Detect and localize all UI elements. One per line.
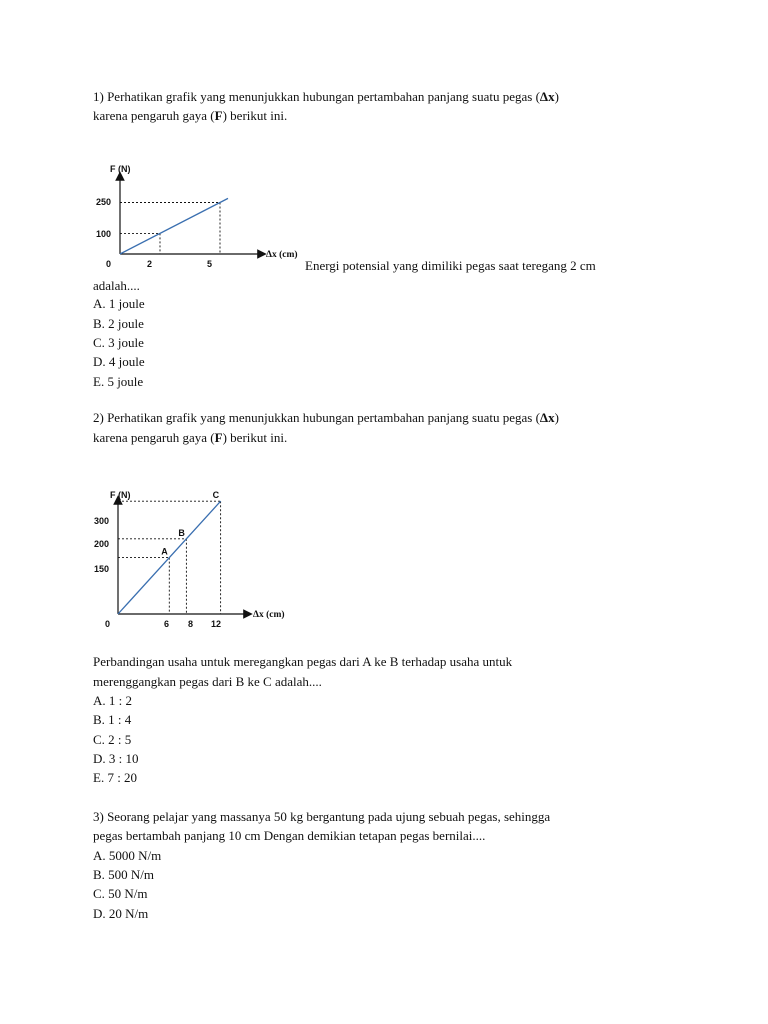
q1-y-tick-250: 250 bbox=[96, 197, 112, 207]
q2-x-axis-label: Δx (cm) bbox=[253, 610, 285, 620]
q2-y-tick-300: 300 bbox=[94, 516, 110, 526]
q2-stem-line1 bbox=[93, 410, 559, 426]
q1-x-axis-label: Δx (cm) bbox=[266, 250, 298, 260]
q3-option-b[interactable]: B. 500 N/m bbox=[93, 867, 155, 882]
q2-x-tick-6: 6 bbox=[164, 619, 170, 629]
q3-option-a[interactable]: A. 5000 N/m bbox=[93, 848, 162, 863]
q2-point-label-C: C bbox=[212, 490, 220, 501]
q1-stem-text: 1) Perhatikan grafik yang menunjukkan hubungan pertambahan panjang suatu pegas ( bbox=[93, 89, 540, 104]
q3-option-d[interactable]: D. 20 N/m bbox=[93, 906, 149, 921]
q1-option-e[interactable]: E. 5 joule bbox=[93, 374, 144, 389]
q2-option-b[interactable]: B. 1 : 4 bbox=[93, 712, 132, 727]
q1-graph bbox=[90, 158, 310, 273]
q2-stem-tail: ) berikut ini. bbox=[222, 430, 288, 445]
q1-delta-x-symbol: Δx bbox=[539, 89, 555, 104]
q1-x-tick-0: 0 bbox=[106, 259, 112, 269]
q2-data-line bbox=[118, 501, 221, 614]
q1-stem-tail: ) berikut ini. bbox=[222, 108, 288, 123]
q2-y-tick-150: 150 bbox=[94, 564, 110, 574]
q2-delta-x-symbol: Δx bbox=[539, 410, 555, 425]
q1-data-line bbox=[120, 198, 228, 254]
q2-force-symbol: F bbox=[214, 430, 223, 445]
q2-point-label-A: A bbox=[161, 546, 168, 557]
q2-stem-line2 bbox=[93, 430, 287, 446]
q1-y-tick-100: 100 bbox=[96, 229, 112, 239]
q2-x-tick-12: 12 bbox=[211, 619, 222, 629]
q2-question-line1: Perbandingan usaha untuk meregangkan pegas dari A ke B terhadap usaha untuk bbox=[93, 654, 513, 669]
q1-y-axis-label: F (N) bbox=[110, 164, 131, 174]
q2-option-d[interactable]: D. 3 : 10 bbox=[93, 751, 139, 766]
q1-question-part1: Energi potensial yang dimiliki pegas saat teregang 2 cm bbox=[305, 258, 596, 273]
q1-stem-line1 bbox=[93, 89, 559, 105]
q2-option-a[interactable]: A. 1 : 2 bbox=[93, 693, 132, 708]
q2-y-tick-200: 200 bbox=[94, 539, 110, 549]
q1-x-tick-5: 5 bbox=[207, 259, 213, 269]
q2-option-e[interactable]: E. 7 : 20 bbox=[93, 770, 138, 785]
q1-option-c[interactable]: C. 3 joule bbox=[93, 335, 144, 350]
q1-option-d[interactable]: D. 4 joule bbox=[93, 354, 145, 369]
q2-stem-paren: ) bbox=[554, 410, 559, 425]
q2-y-axis-label: F (N) bbox=[110, 490, 131, 500]
q3-stem-line2: pegas bertambah panjang 10 cm Dengan demikian tetapan pegas bernilai.... bbox=[93, 828, 486, 843]
q2-option-c[interactable]: C. 2 : 5 bbox=[93, 732, 132, 747]
q2-stem-text2: karena pengaruh gaya ( bbox=[93, 430, 215, 445]
q1-option-b[interactable]: B. 2 joule bbox=[93, 316, 144, 331]
q1-x-tick-2: 2 bbox=[147, 259, 153, 269]
q2-point-label-B: B bbox=[178, 527, 185, 538]
q2-stem-text: 2) Perhatikan grafik yang menunjukkan hubungan pertambahan panjang suatu pegas ( bbox=[93, 410, 540, 425]
q2-x-tick-8: 8 bbox=[188, 619, 194, 629]
q3-option-c[interactable]: C. 50 N/m bbox=[93, 886, 148, 901]
q1-stem-line2 bbox=[93, 108, 287, 124]
q1-stem-paren: ) bbox=[554, 89, 559, 104]
q1-stem-text2: karena pengaruh gaya ( bbox=[93, 108, 215, 123]
q2-question-line2: merenggangkan pegas dari B ke C adalah.... bbox=[93, 674, 322, 689]
q2-graph bbox=[90, 482, 310, 632]
q1-question-part2: adalah.... bbox=[93, 278, 140, 293]
q2-point-labels bbox=[161, 490, 219, 556]
q3-stem-line1: 3) Seorang pelajar yang massanya 50 kg bergantung pada ujung sebuah pegas, sehingga bbox=[93, 809, 551, 824]
q2-x-tick-0: 0 bbox=[105, 619, 111, 629]
q1-option-a[interactable]: A. 1 joule bbox=[93, 296, 145, 311]
q1-force-symbol: F bbox=[214, 108, 223, 123]
